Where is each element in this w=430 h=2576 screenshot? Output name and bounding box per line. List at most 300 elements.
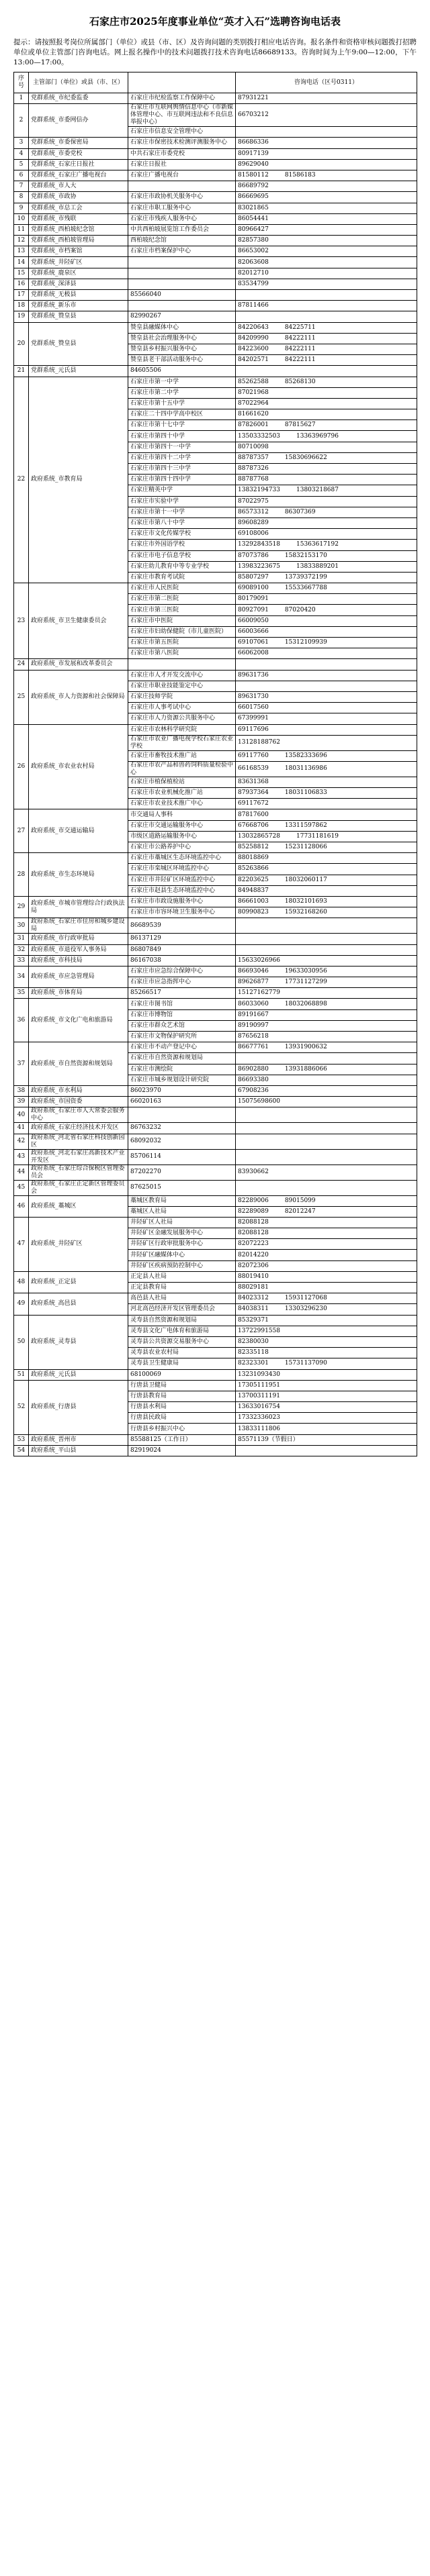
phone-secondary: 18032060117 bbox=[284, 876, 327, 883]
unit-cell: 85588125（工作日） bbox=[128, 1434, 236, 1445]
unit-cell: 石家庄市图书馆 bbox=[128, 999, 236, 1009]
phone-cell bbox=[236, 279, 417, 289]
unit-cell: 石家庄市应急综合保障中心 bbox=[128, 966, 236, 977]
phone-secondary: 15363617192 bbox=[296, 541, 339, 548]
phone-primary: 86054441 bbox=[238, 215, 269, 222]
table-row bbox=[14, 1085, 417, 1096]
row-number: 38 bbox=[14, 1085, 29, 1096]
dept-cell: 政府系统_市发展和改革委员会 bbox=[29, 659, 128, 670]
row-number: 24 bbox=[14, 659, 29, 670]
phone-cell bbox=[236, 485, 417, 496]
unit-cell: 82919024 bbox=[128, 1445, 236, 1456]
phone-secondary: 18031136986 bbox=[284, 765, 327, 773]
phone-primary: 89191667 bbox=[238, 1011, 269, 1018]
unit-cell: 石家庄市测绘院 bbox=[128, 1064, 236, 1075]
phone-cell bbox=[236, 1413, 417, 1424]
phone-secondary: 13363969796 bbox=[296, 432, 339, 440]
row-number: 28 bbox=[14, 853, 29, 897]
unit-cell: 石家庄市群众艺术馆 bbox=[128, 1020, 236, 1031]
phone-primary: 66017560 bbox=[238, 704, 269, 711]
unit-cell: 石家庄市职工服务中心 bbox=[128, 203, 236, 213]
unit-cell: 赞皇县社会治理服务中心 bbox=[128, 333, 236, 344]
table-row bbox=[14, 159, 417, 170]
table-row bbox=[14, 104, 417, 127]
table-row bbox=[14, 724, 417, 735]
phone-cell bbox=[236, 820, 417, 831]
phone-primary: 85258812 bbox=[238, 844, 269, 851]
table-row bbox=[14, 1445, 417, 1456]
phone-cell bbox=[236, 1064, 417, 1075]
phone-primary: 69107061 bbox=[238, 639, 269, 646]
phone-cell bbox=[236, 659, 417, 670]
phone-primary: 89631730 bbox=[238, 693, 269, 701]
dept-cell: 政府系统_河北省石家庄科技创新园区 bbox=[29, 1134, 128, 1149]
unit-cell: 石家庄市人事考试中心 bbox=[128, 703, 236, 713]
unit-cell: 石家庄市农林科学研究院 bbox=[128, 724, 236, 735]
table-row bbox=[14, 181, 417, 192]
phone-primary: 84948837 bbox=[238, 887, 269, 894]
phone-primary: 80927091 bbox=[238, 606, 269, 613]
unit-cell: 行唐县乡村振兴中心 bbox=[128, 1424, 236, 1434]
phone-primary: 13292843518 bbox=[238, 541, 280, 548]
phone-primary: 84220643 bbox=[238, 324, 269, 331]
row-number: 26 bbox=[14, 724, 29, 809]
phone-cell bbox=[236, 1336, 417, 1347]
phone-primary: 88787326 bbox=[238, 465, 269, 473]
dept-cell: 党群系统_赞皇县 bbox=[29, 311, 128, 322]
phone-primary: 67908236 bbox=[238, 1087, 269, 1095]
phone-cell bbox=[236, 1348, 417, 1358]
table-row bbox=[14, 279, 417, 289]
dept-cell: 政府系统_石家庄综合保税区管理委员会 bbox=[29, 1165, 128, 1180]
phone-cell bbox=[236, 605, 417, 615]
row-number: 1 bbox=[14, 93, 29, 104]
unit-cell: 赞皇县融媒体中心 bbox=[128, 322, 236, 333]
phone-cell bbox=[236, 507, 417, 517]
dept-cell: 党群系统_市委网信办 bbox=[29, 104, 128, 138]
phone-primary: 81580112 bbox=[238, 172, 269, 179]
phone-primary: 82012710 bbox=[238, 269, 269, 277]
dept-cell: 党群系统_市政协 bbox=[29, 192, 128, 203]
phone-cell bbox=[236, 1180, 417, 1195]
phone-primary: 87656218 bbox=[238, 1033, 269, 1040]
phone-primary: 86669695 bbox=[238, 193, 269, 201]
row-number: 22 bbox=[14, 377, 29, 583]
unit-cell: 石家庄市电子信息学校 bbox=[128, 550, 236, 561]
phone-cell bbox=[236, 452, 417, 463]
phone-cell bbox=[236, 966, 417, 977]
unit-cell: 石家庄市人才开发交流中心 bbox=[128, 670, 236, 681]
dept-cell: 政府系统_藁城区 bbox=[29, 1195, 128, 1217]
dept-cell: 党群系统_新乐市 bbox=[29, 301, 128, 311]
phone-primary: 82335118 bbox=[238, 1349, 269, 1356]
phone-primary: 88029181 bbox=[238, 1284, 269, 1291]
row-number: 21 bbox=[14, 366, 29, 377]
header-phone: 咨询电话（区号0311） bbox=[236, 72, 417, 93]
unit-cell: 石家庄市栾城区环境监控中心 bbox=[128, 864, 236, 875]
table-row bbox=[14, 1123, 417, 1134]
phone-secondary: 84222111 bbox=[284, 334, 316, 342]
phone-secondary: 15312109939 bbox=[284, 639, 327, 646]
unit-cell: 石家庄市不动产登记中心 bbox=[128, 1042, 236, 1053]
unit-cell bbox=[128, 257, 236, 268]
phone-cell bbox=[236, 831, 417, 842]
dept-cell: 政府系统_元氏县 bbox=[29, 1369, 128, 1380]
phone-primary: 15633026966 bbox=[238, 956, 280, 964]
unit-cell: 井陉矿区疾病预防控制中心 bbox=[128, 1260, 236, 1271]
dept-cell: 党群系统_市档案馆 bbox=[29, 246, 128, 257]
phone-secondary: 15533667788 bbox=[284, 585, 327, 592]
dept-cell: 政府系统_市水利局 bbox=[29, 1085, 128, 1096]
phone-secondary: 13311597862 bbox=[284, 822, 327, 829]
table-row bbox=[14, 377, 417, 387]
unit-cell: 石家庄市赵县生态环境监控中心 bbox=[128, 885, 236, 896]
dept-cell: 党群系统_元氏县 bbox=[29, 366, 128, 377]
phone-secondary: 84225711 bbox=[284, 324, 316, 331]
dept-cell: 政府系统_市国资委 bbox=[29, 1097, 128, 1107]
row-number: 19 bbox=[14, 311, 29, 322]
phone-cell bbox=[236, 703, 417, 713]
phone-secondary: 18032068898 bbox=[284, 1000, 327, 1007]
phone-primary: 84223600 bbox=[238, 346, 269, 353]
phone-secondary: 81586183 bbox=[284, 172, 316, 179]
table-row bbox=[14, 311, 417, 322]
phone-primary: 87811466 bbox=[238, 302, 269, 309]
phone-cell bbox=[236, 999, 417, 1009]
table-row bbox=[14, 192, 417, 203]
phone-cell bbox=[236, 724, 417, 735]
phone-secondary: 82012247 bbox=[284, 1207, 316, 1215]
phone-secondary: 15830696622 bbox=[284, 454, 327, 461]
phone-primary: 82063608 bbox=[238, 258, 269, 266]
dept-cell: 政府系统_行唐县 bbox=[29, 1380, 128, 1434]
unit-cell: 87202270 bbox=[128, 1165, 236, 1180]
phone-primary: 86677761 bbox=[238, 1044, 269, 1051]
dept-cell: 政府系统_市行政审批局 bbox=[29, 934, 128, 944]
unit-cell: 市交通局人事科 bbox=[128, 809, 236, 820]
table-row bbox=[14, 1380, 417, 1391]
unit-cell: 市级区道路运输服务中心 bbox=[128, 831, 236, 842]
table-row bbox=[14, 1195, 417, 1206]
phone-cell bbox=[236, 853, 417, 864]
phone-primary: 66062008 bbox=[238, 650, 269, 657]
row-number: 36 bbox=[14, 999, 29, 1042]
table-row bbox=[14, 853, 417, 864]
phone-secondary: 89015099 bbox=[284, 1197, 316, 1204]
dept-cell: 党群系统_石家庄日报社 bbox=[29, 159, 128, 170]
contact-table bbox=[13, 72, 417, 1456]
phone-secondary: 87815627 bbox=[284, 422, 316, 429]
dept-cell: 党群系统_市人大 bbox=[29, 181, 128, 192]
dept-cell: 党群系统_井陉矿区 bbox=[29, 257, 128, 268]
phone-cell bbox=[236, 1217, 417, 1228]
phone-cell bbox=[236, 159, 417, 170]
phone-primary: 85263866 bbox=[238, 865, 269, 873]
unit-cell: 石家庄市中医院 bbox=[128, 615, 236, 626]
unit-cell: 87625015 bbox=[128, 1180, 236, 1195]
phone-primary: 89629040 bbox=[238, 160, 269, 168]
table-row bbox=[14, 170, 417, 181]
phone-cell bbox=[236, 192, 417, 203]
row-number: 51 bbox=[14, 1369, 29, 1380]
unit-cell: 中共西柏坡展览馆工作委员会 bbox=[128, 224, 236, 235]
phone-primary: 82088128 bbox=[238, 1218, 269, 1226]
table-row bbox=[14, 1315, 417, 1326]
row-number: 47 bbox=[14, 1217, 29, 1271]
phone-cell bbox=[236, 1149, 417, 1165]
intro-text: 提示：请按照报考岗位所属部门（单位）或县（市、区）及咨询问题的类别拨打相应电话咨询。报名条件和资格审核问题拨打招聘单位或单位主管部门咨询电话。网上报名操作中的技术问题拨打技术咨询电话86689133。咨询时间为上午9:00—12:00，下午13:00—17:00。 bbox=[13, 38, 417, 66]
unit-cell: 行唐县民政局 bbox=[128, 1413, 236, 1424]
dept-cell: 政府系统_市文化广电和旅游局 bbox=[29, 999, 128, 1042]
phone-primary: 69108006 bbox=[238, 530, 269, 538]
phone-cell bbox=[236, 442, 417, 452]
unit-cell: 86689539 bbox=[128, 918, 236, 934]
phone-cell bbox=[236, 1445, 417, 1456]
phone-cell bbox=[236, 409, 417, 420]
phone-cell bbox=[236, 1075, 417, 1085]
phone-cell bbox=[236, 1391, 417, 1401]
phone-primary: 86661003 bbox=[238, 898, 269, 905]
dept-cell: 政府系统_市体育局 bbox=[29, 988, 128, 999]
phone-secondary: 15731137090 bbox=[284, 1360, 327, 1367]
phone-primary: 66003666 bbox=[238, 628, 269, 635]
phone-secondary: 13582333696 bbox=[284, 752, 327, 759]
unit-cell: 82990267 bbox=[128, 311, 236, 322]
row-number: 6 bbox=[14, 170, 29, 181]
phone-primary: 87022964 bbox=[238, 399, 269, 407]
table-row bbox=[14, 659, 417, 670]
unit-cell: 井陉矿区行政审批服务中心 bbox=[128, 1239, 236, 1250]
phone-primary: 66168539 bbox=[238, 765, 269, 773]
table-row bbox=[14, 999, 417, 1009]
phone-cell bbox=[236, 670, 417, 681]
phone-primary: 82857380 bbox=[238, 237, 269, 244]
phone-cell bbox=[236, 713, 417, 724]
unit-cell: 石家庄市第四十二中学 bbox=[128, 452, 236, 463]
unit-cell: 石家庄市农产品和兽药饲料质量检验中心 bbox=[128, 761, 236, 777]
unit-cell: 86763232 bbox=[128, 1123, 236, 1134]
table-row bbox=[14, 918, 417, 934]
unit-cell: 石家庄市文物保护研究所 bbox=[128, 1032, 236, 1042]
row-number: 10 bbox=[14, 213, 29, 224]
dept-cell: 政府系统_市人力资源和社会保障局 bbox=[29, 670, 128, 724]
dept-cell: 政府系统_晋州市 bbox=[29, 1434, 128, 1445]
phone-cell bbox=[236, 104, 417, 127]
phone-cell bbox=[236, 1250, 417, 1260]
row-number: 35 bbox=[14, 988, 29, 999]
phone-primary: 13700311191 bbox=[238, 1392, 280, 1399]
unit-cell: 86807849 bbox=[128, 944, 236, 955]
dept-cell: 党群系统_西柏坡纪念馆 bbox=[29, 224, 128, 235]
phone-secondary: 13931886066 bbox=[284, 1065, 327, 1073]
unit-cell: 石家庄市自然资源和规划局 bbox=[128, 1053, 236, 1064]
phone-cell bbox=[236, 875, 417, 885]
phone-primary: 84038311 bbox=[238, 1305, 269, 1313]
unit-cell: 石家庄市市政设施服务中心 bbox=[128, 896, 236, 907]
unit-cell: 66020163 bbox=[128, 1097, 236, 1107]
phone-secondary: 15931127068 bbox=[284, 1295, 327, 1302]
unit-cell: 高邑县人社局 bbox=[128, 1293, 236, 1304]
phone-primary: 13833111806 bbox=[238, 1425, 280, 1432]
row-number: 40 bbox=[14, 1107, 29, 1123]
phone-cell bbox=[236, 1009, 417, 1020]
unit-cell: 灵寿县公共资源交易服务中心 bbox=[128, 1336, 236, 1347]
phone-primary: 82203625 bbox=[238, 876, 269, 883]
unit-cell bbox=[128, 279, 236, 289]
phone-primary: 66009050 bbox=[238, 617, 269, 624]
table-row bbox=[14, 224, 417, 235]
table-row bbox=[14, 670, 417, 681]
unit-cell: 石家庄市第十五中学 bbox=[128, 398, 236, 409]
table-row bbox=[14, 1369, 417, 1380]
row-number: 46 bbox=[14, 1195, 29, 1217]
table-row bbox=[14, 1042, 417, 1053]
phone-cell bbox=[236, 355, 417, 366]
phone-cell bbox=[236, 1206, 417, 1217]
table-row bbox=[14, 955, 417, 966]
dept-cell: 党群系统_赞皇县 bbox=[29, 322, 128, 366]
phone-cell bbox=[236, 934, 417, 944]
unit-cell: 灵寿县文化广电体育和旅游局 bbox=[128, 1326, 236, 1336]
unit-cell: 正定县人社局 bbox=[128, 1271, 236, 1282]
phone-cell bbox=[236, 907, 417, 918]
table-row bbox=[14, 1217, 417, 1228]
phone-secondary: 13931900632 bbox=[284, 1044, 327, 1051]
dept-cell: 政府系统_市卫生健康委员会 bbox=[29, 583, 128, 659]
phone-primary: 83021865 bbox=[238, 204, 269, 211]
phone-cell bbox=[236, 550, 417, 561]
phone-secondary: 19633030956 bbox=[284, 967, 327, 975]
table-row bbox=[14, 148, 417, 159]
phone-primary: 13983223675 bbox=[238, 562, 280, 570]
phone-secondary: 15231128066 bbox=[284, 844, 327, 851]
header-unit bbox=[128, 72, 236, 93]
phone-cell bbox=[236, 203, 417, 213]
dept-cell: 政府系统_市退役军人事务局 bbox=[29, 944, 128, 955]
phone-secondary: 13833889201 bbox=[296, 562, 339, 570]
phone-cell bbox=[236, 1424, 417, 1434]
row-number: 42 bbox=[14, 1134, 29, 1149]
phone-primary: 87021968 bbox=[238, 389, 269, 396]
table-row bbox=[14, 268, 417, 279]
phone-primary: 15127162779 bbox=[238, 989, 280, 997]
row-number: 48 bbox=[14, 1271, 29, 1293]
unit-cell: 石家庄市第二医院 bbox=[128, 594, 236, 605]
phone-cell bbox=[236, 366, 417, 377]
phone-cell bbox=[236, 464, 417, 475]
dept-cell: 政府系统_市科技局 bbox=[29, 955, 128, 966]
unit-cell: 石家庄市第八医院 bbox=[128, 648, 236, 659]
phone-cell bbox=[236, 1032, 417, 1042]
unit-cell: 石家庄市第三医院 bbox=[128, 605, 236, 615]
phone-primary: 80966427 bbox=[238, 226, 269, 233]
dept-cell: 政府系统_市生态环境局 bbox=[29, 853, 128, 897]
unit-cell: 石家庄市交通运输服务中心 bbox=[128, 820, 236, 831]
table-row bbox=[14, 944, 417, 955]
phone-primary: 87931221 bbox=[238, 95, 269, 102]
phone-cell bbox=[236, 1228, 417, 1239]
unit-cell: 石家庄市城乡规划设计研究院 bbox=[128, 1075, 236, 1085]
unit-cell: 石家庄日报社 bbox=[128, 159, 236, 170]
dept-cell: 政府系统_石家庄正定新区管理委员会 bbox=[29, 1180, 128, 1195]
phone-primary: 69117696 bbox=[238, 726, 269, 733]
phone-cell bbox=[236, 517, 417, 528]
unit-cell: 石家庄市第四十四中学 bbox=[128, 475, 236, 485]
phone-secondary: 13303296230 bbox=[284, 1305, 327, 1313]
phone-primary: 86033060 bbox=[238, 1000, 269, 1007]
phone-primary: 80710098 bbox=[238, 443, 269, 450]
phone-primary: 83534799 bbox=[238, 280, 269, 287]
table-row bbox=[14, 1134, 417, 1149]
phone-primary: 85571139（节假日） bbox=[238, 1436, 299, 1443]
phone-cell bbox=[236, 170, 417, 181]
unit-cell: 井陉矿区融媒体中心 bbox=[128, 1250, 236, 1260]
row-number: 29 bbox=[14, 896, 29, 918]
phone-secondary: 13739372199 bbox=[284, 573, 327, 581]
phone-cell bbox=[236, 626, 417, 637]
phone-cell bbox=[236, 1123, 417, 1134]
row-number: 37 bbox=[14, 1042, 29, 1086]
phone-cell bbox=[236, 290, 417, 301]
phone-cell bbox=[236, 344, 417, 354]
phone-cell bbox=[236, 387, 417, 398]
phone-primary: 69117760 bbox=[238, 752, 269, 759]
unit-cell: 赞皇县老干部活动服务中心 bbox=[128, 355, 236, 366]
unit-cell: 石家庄市实验中学 bbox=[128, 496, 236, 507]
phone-cell bbox=[236, 268, 417, 279]
phone-primary: 80917139 bbox=[238, 150, 269, 157]
unit-cell bbox=[128, 301, 236, 311]
unit-cell: 石家庄市职业技能鉴定中心 bbox=[128, 681, 236, 691]
phone-primary: 13231093430 bbox=[238, 1371, 280, 1378]
phone-cell bbox=[236, 496, 417, 507]
unit-cell: 85566040 bbox=[128, 290, 236, 301]
phone-cell bbox=[236, 236, 417, 246]
unit-cell: 井陉矿区人社局 bbox=[128, 1217, 236, 1228]
unit-cell: 石家庄市妇幼保健院（市儿童医院） bbox=[128, 626, 236, 637]
table-row bbox=[14, 809, 417, 820]
unit-cell: 石家庄市农业技术推广中心 bbox=[128, 799, 236, 809]
dept-cell: 党群系统_市残联 bbox=[29, 213, 128, 224]
dept-cell: 政府系统_石家庄市住房和城乡建设局 bbox=[29, 918, 128, 934]
table-row bbox=[14, 257, 417, 268]
phone-secondary: 86307369 bbox=[284, 508, 316, 515]
row-number: 4 bbox=[14, 148, 29, 159]
table-row bbox=[14, 1165, 417, 1180]
dept-cell: 党群系统_石家庄广播电视台 bbox=[29, 170, 128, 181]
row-number: 14 bbox=[14, 257, 29, 268]
phone-cell bbox=[236, 257, 417, 268]
phone-secondary: 18031106833 bbox=[284, 789, 327, 797]
dept-cell: 政府系统_市应急管理局 bbox=[29, 966, 128, 987]
unit-cell: 石家庄市第十一中学 bbox=[128, 507, 236, 517]
dept-cell: 政府系统_市交通运输局 bbox=[29, 809, 128, 853]
row-number: 23 bbox=[14, 583, 29, 659]
dept-cell: 党群系统_西柏坡管理局 bbox=[29, 236, 128, 246]
phone-secondary: 18032101693 bbox=[284, 898, 327, 905]
dept-cell: 政府系统_正定县 bbox=[29, 1271, 128, 1293]
phone-primary: 82072223 bbox=[238, 1240, 269, 1248]
row-number: 53 bbox=[14, 1434, 29, 1445]
row-number: 39 bbox=[14, 1097, 29, 1107]
phone-cell bbox=[236, 1358, 417, 1369]
row-number: 50 bbox=[14, 1315, 29, 1369]
phone-cell bbox=[236, 1053, 417, 1064]
dept-cell: 政府系统_石家庄市人大常委会服务中心 bbox=[29, 1107, 128, 1123]
row-number: 54 bbox=[14, 1445, 29, 1456]
unit-cell: 85266517 bbox=[128, 988, 236, 999]
phone-secondary: 13803218687 bbox=[296, 487, 339, 494]
